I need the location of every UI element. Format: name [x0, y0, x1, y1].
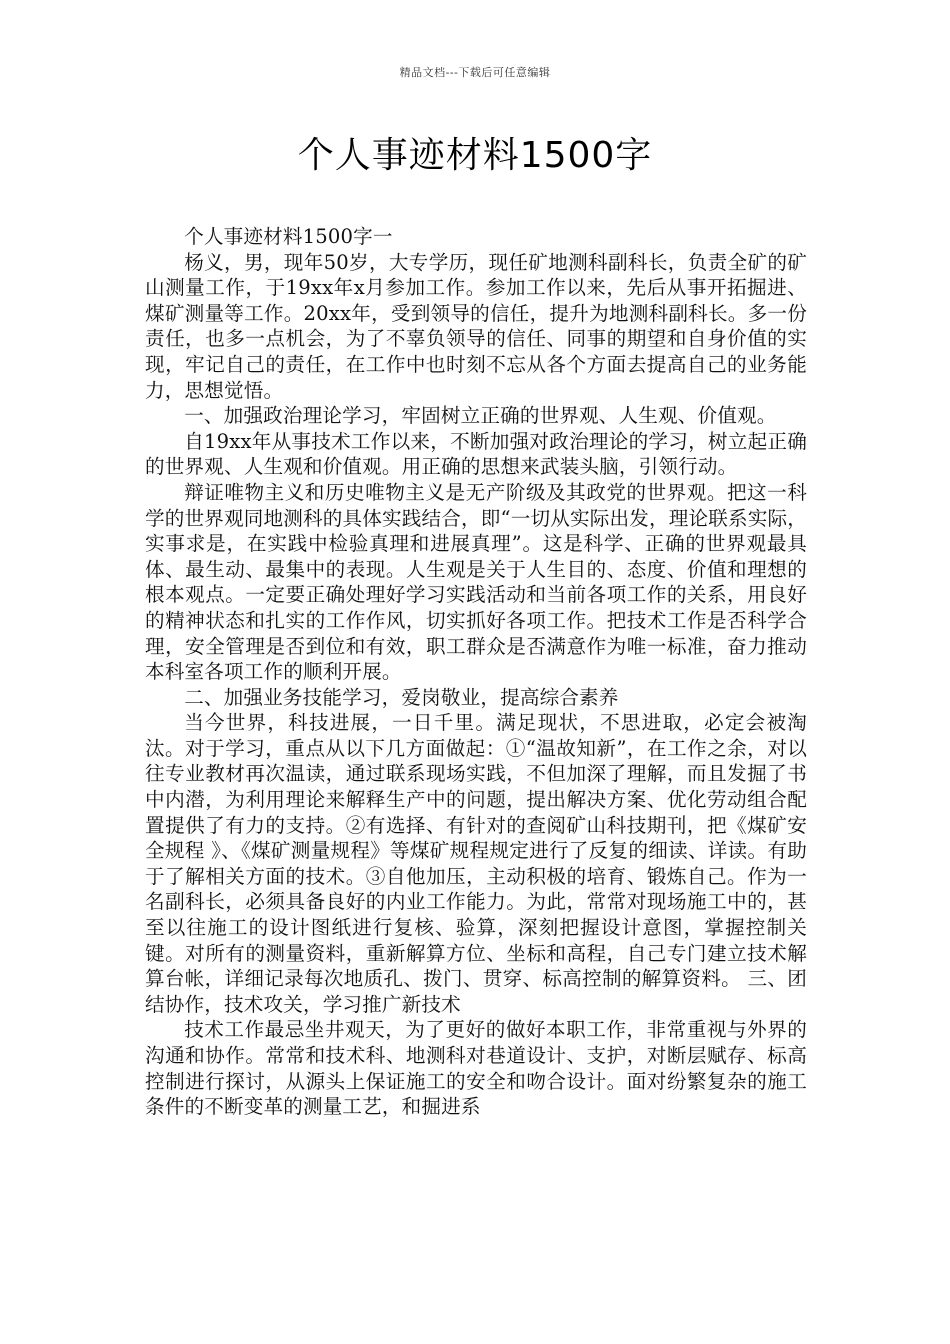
header-note: 精品文档---下载后可任意编辑 — [399, 66, 551, 79]
page-title: 个人事迹材料1500字 — [297, 135, 653, 176]
body-paragraph: 辩证唯物主义和历史唯物主义是无产阶级及其政党的世界观。把这一科学的世界观同地测科的具体实践结合，即“一切从实际出发，理论联系实际，实事求是，在实践中检验真理和进展真理”。这是科学、正确的世界观最具体、最生动、最集中的表现。人生观是关于人生目的、态度、价值和理想的根本观点。一定要正确处理好学习实践活动和当前各项工作的关系，用良好的精神状态和扎实的工作作风，切实抓好各项工作。把技术工作是否科学合理，安全管理是否到位和有效，职工群众是否满意作为唯一标准，奋力推动本科室各项工作的顺利开展。 — [145, 480, 807, 684]
body-paragraph: 技术工作最忌坐井观天，为了更好的做好本职工作，非常重视与外界的沟通和协作。常常和技术科、地测科对巷道设计、支护，对断层赋存、标高控制进行探讨，从源头上保证施工的安全和吻合设计。面对纷繁复杂的施工条件的不断变革的测量工艺，和掘进系 — [145, 1018, 807, 1119]
section-heading: 个人事迹材料1500字一 — [184, 225, 393, 248]
document-body — [145, 224, 807, 1120]
body-paragraph: 杨义，男，现年50岁，大专学历，现任矿地测科副科长，负责全矿的矿山测量工作，于19xx年x月参加工作。参加工作以来，先后从事开拓掘进、煤矿测量等工作。20xx年，受到领导的信任，提升为地测科副科长。多一份责任，也多一点机会，为了不辜负领导的信任、同事的期望和自身价值的实现，牢记自己的责任，在工作中也时刻不忘从各个方面去提高自己的业务能力，思想觉悟。 — [145, 250, 807, 402]
section-heading: 一、加强政治理论学习，牢固树立正确的世界观、人生观、价值观。 — [184, 404, 777, 428]
body-paragraph: 当今世界，科技进展，一日千里。满足现状，不思进取，必定会被淘汰。对于学习，重点从以下几方面做起：①“温故知新”，在工作之余，对以往专业教材再次温读，通过联系现场实践，不但加深了理解，而且发掘了书中内潜，为利用理论来解释生产中的问题，提出解决方案、优化劳动组合配置提供了有力的支持。②有选择、有针对的查阅矿山科技期刊，把《煤矿安全规程 》、《煤矿测量规程》等煤矿规程规定进行了反复的细读、详读。有助于了解相关方面的技术。③自他加压，主动积极的培育、锻炼自己。作为一名副科长，必须具备良好的内业工作能力。为此，常常对现场施工中的，甚至以往施工的设计图纸进行复核、验算，深刻把握设计意图，掌握控制关键。对所有的测量资料，重新解算方位、坐标和高程，自己专门建立技术解算台帐，详细记录每次地质孔、拨门、贯穿、标高控制的解算资料。 三、团结协作，技术攻关，学习推广新技术 — [145, 711, 807, 1016]
section-heading: 二、加强业务技能学习，爱岗敬业，提高综合素养 — [184, 685, 619, 709]
body-paragraph: 自19xx年从事技术工作以来，不断加强对政治理论的学习，树立起正确的世界观、人生观和价值观。用正确的思想来武装头脑，引领行动。 — [145, 429, 807, 479]
